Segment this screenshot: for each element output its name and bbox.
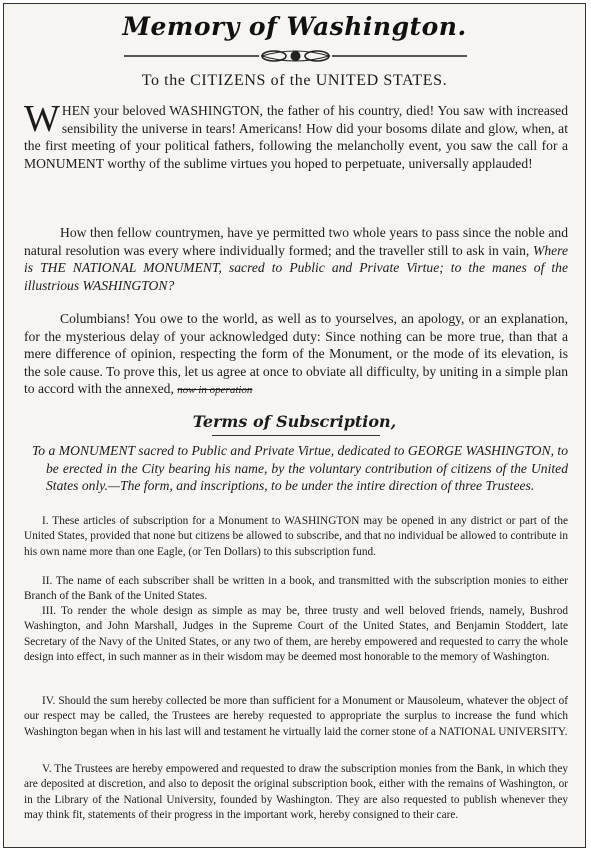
ornamental-rule	[124, 48, 467, 64]
paragraph-columbians	[24, 310, 568, 400]
paragraph-text: How then fellow countrymen, have ye permitted two whole years to pass since the noble and natural resolution was every where individually formed; and the traveller still to ask in vain,	[24, 225, 568, 258]
address-line: To the CITIZENS of the UNITED STATES.	[141, 72, 448, 89]
paragraph-opening	[24, 98, 568, 172]
heading-underline	[212, 435, 380, 436]
broadside-page	[3, 3, 586, 848]
article-1: I. These articles of subscription for a Monument to WASHINGTON may be opened in any district or part of the United States, provided that none but citizens be allowed to subscribe, and that no individual be allowed to contribute in his own name more than one Eagle, (or Ten Dollars) to this subscription fund.	[24, 515, 568, 558]
terms-heading: Terms of Subscription,	[192, 412, 397, 431]
paragraph-text: HEN your beloved WASHINGTON, the father of his country, died! You saw with increased sensibility the universe in tears! Americans! How did your bosoms dilate and glow, when, at the first meeting of your political fathers, following the melancholly event, you saw the call for a MONUMENT worthy of the sublime virtues you hoped to perpetuate, universally applauded!	[24, 103, 568, 171]
article-4: IV. Should the sum hereby collected be more than sufficient for a Monument or Mausoleum, whatever the object of our respect may be called, the Trustees are hereby requested to appropriate the surplus to increase the fund which Washington began when in his last will and testament he virtually laid the corner stone of a NATIONAL UNIVERSITY.	[24, 695, 568, 738]
page-title: Memory of Washington.	[122, 12, 467, 41]
drop-cap: W	[24, 98, 60, 140]
national-monument-question: Where is THE NATIONAL MONUMENT, sacred to Public and Private Virtue; to the manes of the illustrious WASHINGTON?	[24, 242, 568, 293]
struck-phrase: now in operation	[177, 384, 253, 397]
paragraph-question	[24, 224, 568, 294]
article-3: III. To render the whole design as simple as may be, three trusty and well beloved friends, namely, Bushrod Washington, and John Marshall, Judges in the Supreme Court of the United States, and Benjamin Stoddert, late Secretary of the Navy of the United States, or any two of them, are hereby empowered and requested to carry the whole design into effect, in such manner as in their wisdom may be deemed most honorable to the memory of Washington.	[24, 605, 568, 664]
paragraph-text: Columbians! You owe to the world, as well as to yourselves, an apology, or an explanation, for the mysterious delay of your acknowledged duty: Since nothing can be more true, than that a mere difference of opinion, respecting the form of the Monument, or the mode of its elevation, is the sole cause. To prove this, let us agree at once to obviate all difficulty, by uniting in a simple plan to accord with the annexed,	[24, 311, 568, 397]
article-5: V. The Trustees are hereby empowered and requested to draw the subscription monies from the Bank, in which they are deposited at discretion, and also to deposit the original subscription book, either with the remains of Washington, or in the Library of the National University, founded by Washington. They are also requested to publish whenever they may think fit, statements of their progress in the important work, hereby consigned to their care.	[24, 763, 568, 822]
article-2: II. The name of each subscriber shall be written in a book, and transmitted with the subscription monies to either Branch of the Bank of the United States.	[24, 575, 568, 603]
terms-intro: To a MONUMENT sacred to Public and Private Virtue, dedicated to GEORGE WASHINGTON, to be erected in the City bearing his name, by the voluntary contribution of citizens of the United States only.—The form, and inscriptions, to be under the intire direction of three Trustees.	[32, 443, 568, 494]
